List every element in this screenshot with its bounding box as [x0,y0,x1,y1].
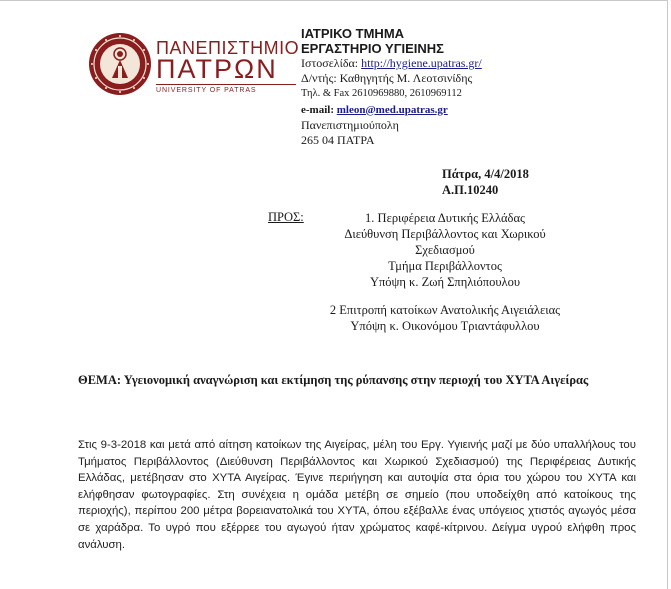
phone-fax-line: Τηλ. & Fax 2610969880, 2610969112 [301,88,462,100]
website-label: Ιστοσελίδα: [301,56,362,70]
email-link[interactable]: mleon@med.upatras.gr [336,103,448,116]
date-block [442,167,529,198]
letter-subject: ΘΕΜΑ: Υγειονομική αναγνώριση και εκτίμηση της ρύπανσης στην περιοχή του ΧΥΤΑ Αιγείρας [78,373,589,387]
email-label: e-mail: [301,103,337,116]
protocol-number: Α.Π.10240 [442,182,499,197]
university-name-line1: ΠΑΝΕΠΙΣΤΗΜΙΟ [156,38,300,58]
department-name: ΙΑΤΡΙΚΟ ΤΜΗΜΑ [301,26,405,41]
logo-divider [156,84,296,85]
university-name-line2: ΠΑΤΡΩΝ [156,54,278,84]
recipient-line: Διεύθυνση Περιβάλλοντος και Χωρικού [344,227,546,241]
recipient-line: Υπόψη κ. Οικονόμου Τριαντάφυλλου [350,319,540,333]
address-line2: 265 04 ΠΑΤΡΑ [301,133,375,148]
letterhead-info [301,26,482,148]
recipient-line: Υπόψη κ. Ζωή Σπηλιόπουλου [369,275,521,289]
recipient-line: 1. Περιφέρεια Δυτικής Ελλάδας [365,211,525,225]
recipient-line: 2 Επιτροπή κατοίκων Ανατολικής Αιγειάλειας [329,303,561,317]
university-name-english: UNIVERSITY OF PATRAS [156,87,257,94]
recipient-group-1 [300,210,590,290]
address-line1: Πανεπιστημιούπολη [301,117,399,132]
website-link[interactable]: http://hygiene.upatras.gr/ [361,56,482,70]
email-line [301,102,482,118]
recipient-line: Σχεδιασμού [415,243,475,257]
letter-date: Πάτρα, 4/4/2018 [442,167,529,181]
seal-icon [88,32,152,96]
recipient-group-2 [300,302,590,334]
recipient-line: Τμήμα Περιβάλλοντος [388,259,502,273]
website-line [301,56,482,71]
letter-body: Στις 9-3-2018 και μετά από αίτηση κατοίκων της Αιγείρας, μέλη του Εργ. Υγιεινής μαζί με δύο υπαλλήλους του Τμήματος Περιβάλλοντος (Διεύθυνση Περιβάλλοντος και Χωρικού Σχεδιασμού) της Περιφέρειας Δυτικής Ελλάδας, μετέβησαν στο ΧΥΤΑ Αιγείρας. Έγινε περιήγηση και αυτοψία στα όρια του χώρου του ΧΥΤΑ και ελήφθησαν φωτογραφίες. Στη συνέχεια η ομάδα μετέβη σε σημείο (που υποδείχθη από κατοίκους της περιοχής), περίπου 200 μέτρα βορειανατολικά του ΧΥΤΑ, όπου εξέβαλλε ένας υπόγειος χτιστός αγωγός μέσα σε χαράδρα. Το υγρό που εξέρρεε του αγωγού ήταν χρώματος καφέ-κίτρινου. Δείγμα υγρού ελήφθη προς ανάλυση. [78,439,636,551]
lab-name: ΕΡΓΑΣΤΗΡΙΟ ΥΓΙΕΙΝΗΣ [301,41,444,56]
recipients-label: ΠΡΟΣ: [268,210,304,224]
director-line: Δ/ντής: Καθηγητής Μ. Λεοτσινίδης [301,71,473,86]
